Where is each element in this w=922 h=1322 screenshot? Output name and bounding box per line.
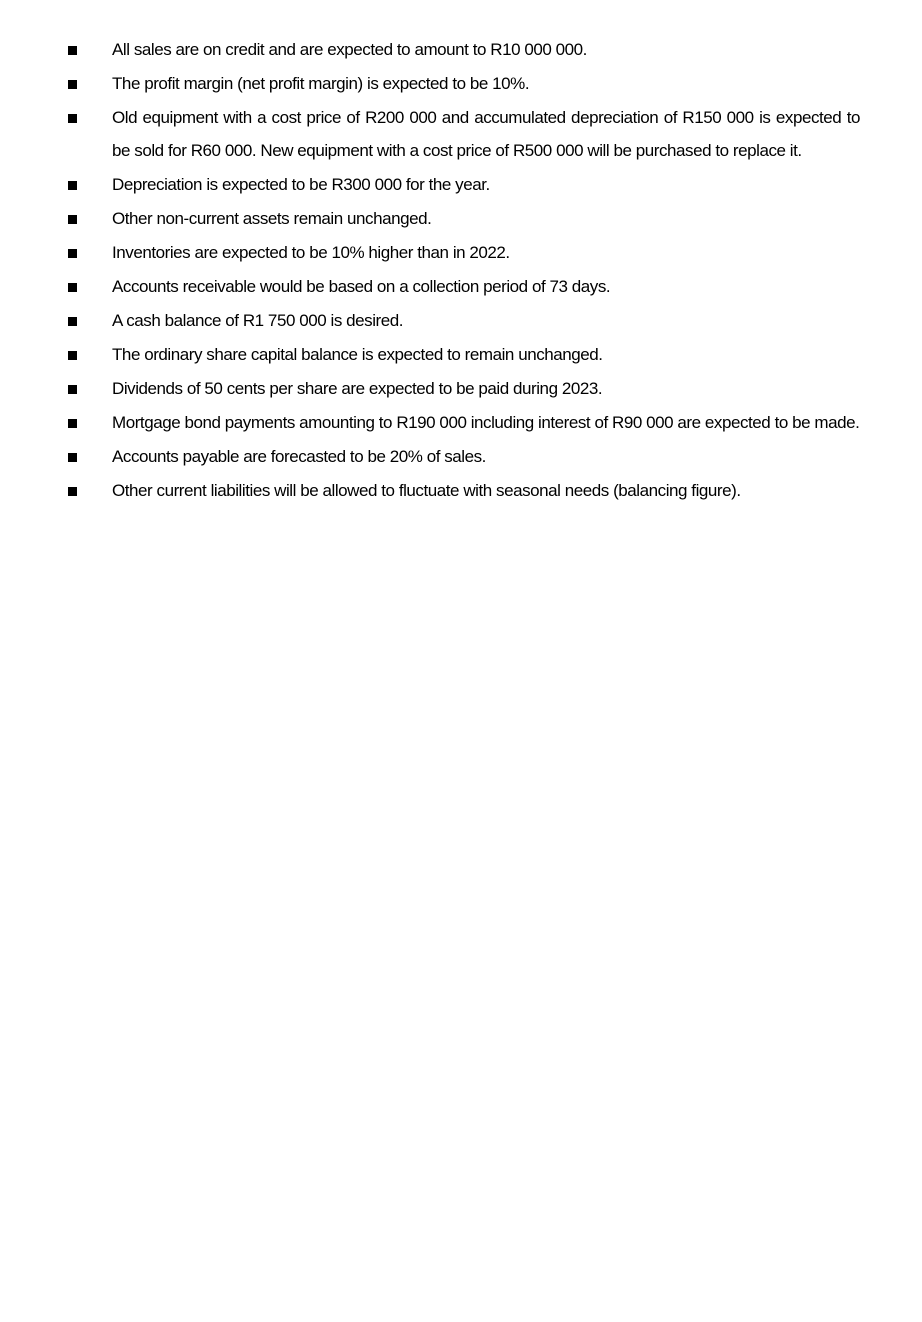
- list-item-text: Other current liabilities will be allowed to fluctuate with seasonal needs (balancing figure).: [112, 481, 741, 500]
- list-item: [66, 440, 860, 473]
- square-bullet-icon: [68, 181, 77, 190]
- square-bullet-icon: [68, 453, 77, 462]
- list-item: [66, 101, 860, 167]
- list-item-text: A cash balance of R1 750 000 is desired.: [112, 311, 404, 330]
- square-bullet-icon: [68, 80, 77, 89]
- list-item: [66, 202, 860, 235]
- square-bullet-icon: [68, 46, 77, 55]
- list-item: [66, 33, 860, 66]
- list-item-text: The ordinary share capital balance is expected to remain unchanged.: [112, 345, 603, 364]
- list-item: [66, 474, 860, 507]
- square-bullet-icon: [68, 419, 77, 428]
- list-item: [66, 270, 860, 303]
- square-bullet-icon: [68, 283, 77, 292]
- list-item-text: Other non-current assets remain unchanged.: [112, 209, 432, 228]
- square-bullet-icon: [68, 487, 77, 496]
- list-item: [66, 236, 860, 269]
- list-item: [66, 67, 860, 100]
- square-bullet-icon: [68, 215, 77, 224]
- list-item: [66, 338, 860, 371]
- assumption-list: [66, 33, 860, 508]
- list-item: [66, 406, 860, 439]
- square-bullet-icon: [68, 317, 77, 326]
- list-item-text: Accounts receivable would be based on a collection period of 73 days.: [112, 277, 611, 296]
- square-bullet-icon: [68, 351, 77, 360]
- list-item: [66, 304, 860, 337]
- list-item: [66, 372, 860, 405]
- square-bullet-icon: [68, 385, 77, 394]
- list-item-text: Depreciation is expected to be R300 000 for the year.: [112, 175, 490, 194]
- square-bullet-icon: [68, 249, 77, 258]
- list-item-text: The profit margin (net profit margin) is expected to be 10%.: [112, 74, 530, 93]
- list-item-text: Accounts payable are forecasted to be 20% of sales.: [112, 447, 486, 466]
- list-item-text: Old equipment with a cost price of R200 000 and accumulated depreciation of R150 000 is expected to be sold for R60 000. New equipment with a cost price of R500 000 will be purchased to replace it.: [112, 108, 860, 160]
- list-item-text: Inventories are expected to be 10% higher than in 2022.: [112, 243, 510, 262]
- list-item-text: Mortgage bond payments amounting to R190 000 including interest of R90 000 are expected to be made.: [112, 413, 860, 432]
- list-item-text: All sales are on credit and are expected to amount to R10 000 000.: [112, 40, 587, 59]
- list-item-text: Dividends of 50 cents per share are expected to be paid during 2023.: [112, 379, 603, 398]
- list-item: [66, 168, 860, 201]
- square-bullet-icon: [68, 114, 77, 123]
